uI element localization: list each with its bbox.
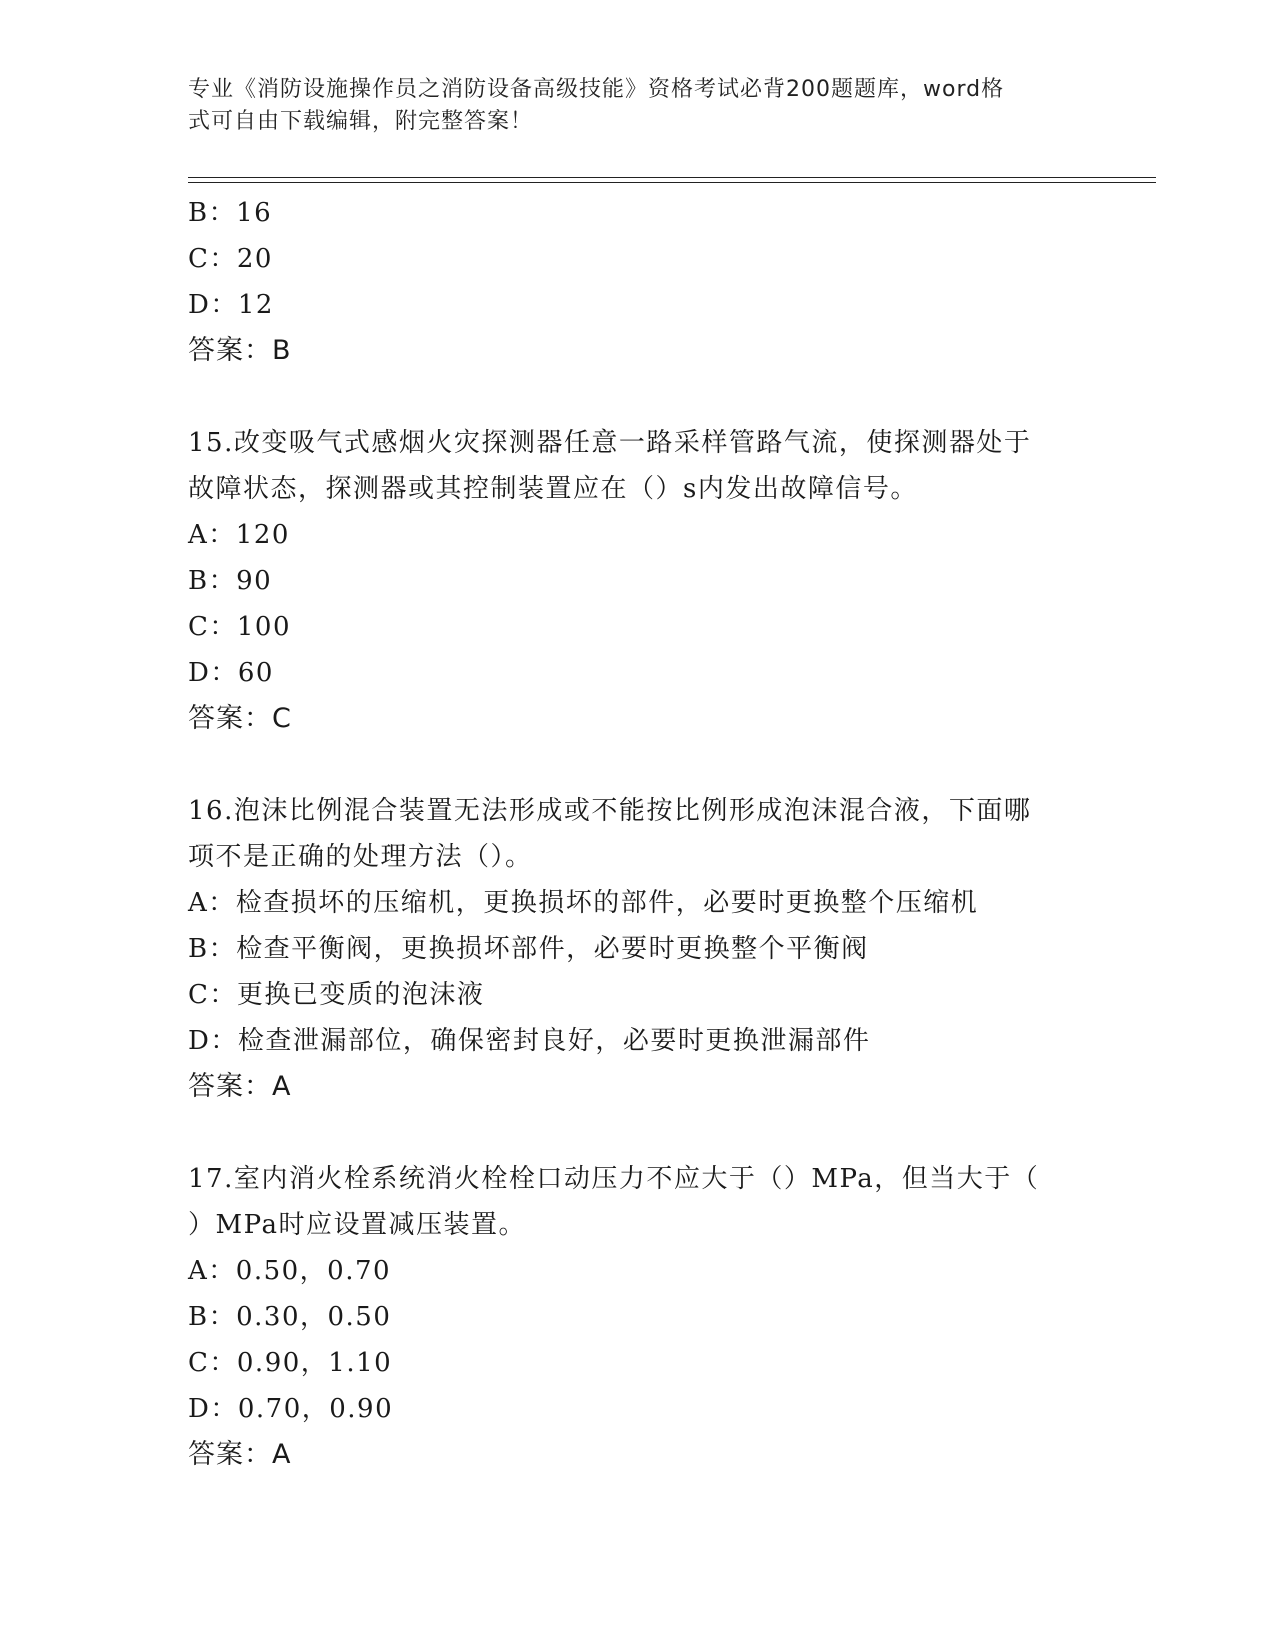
option-b: B：检查平衡阀，更换损坏部件，必要时更换整个平衡阀 <box>188 934 869 964</box>
question-content <box>188 190 1088 1478</box>
answer-line: 答案：A <box>188 1439 292 1470</box>
document-header <box>188 74 1068 138</box>
question-text-line: ）MPa时应设置减压装置。 <box>188 1210 526 1240</box>
option-c: C：0.90，1.10 <box>188 1348 393 1378</box>
option-a: A：120 <box>188 520 290 550</box>
option-b: B：90 <box>188 566 273 596</box>
option-d: D：12 <box>188 290 274 320</box>
header-divider-bottom <box>188 182 1156 183</box>
header-divider-top <box>188 177 1156 178</box>
question-15 <box>188 420 1088 742</box>
spacer <box>188 742 1088 788</box>
option-c: C：20 <box>188 244 273 274</box>
question-text-line: 15.改变吸气式感烟火灾探测器任意一路采样管路气流，使探测器处于 <box>188 428 1032 458</box>
question-text-line: 故障状态，探测器或其控制装置应在（）s内发出故障信号。 <box>188 474 918 504</box>
question-text <box>188 788 1088 880</box>
option-c: C：100 <box>188 612 292 642</box>
question-14-continuation <box>188 190 1088 374</box>
option-a: A：0.50，0.70 <box>188 1256 392 1286</box>
question-17 <box>188 1156 1088 1478</box>
answer-line: 答案：B <box>188 335 292 366</box>
question-text <box>188 420 1088 512</box>
option-b: B：16 <box>188 198 273 228</box>
option-d: D：0.70，0.90 <box>188 1394 394 1424</box>
header-line-1: 专业《消防设施操作员之消防设备高级技能》资格考试必背200题题库，word格 <box>188 77 1005 102</box>
question-text <box>188 1156 1088 1248</box>
option-d: D：60 <box>188 658 274 688</box>
answer-line: 答案：C <box>188 703 292 734</box>
spacer <box>188 1110 1088 1156</box>
answer-line: 答案：A <box>188 1071 292 1102</box>
option-c: C：更换已变质的泡沫液 <box>188 980 485 1010</box>
question-text-line: 17.室内消火栓系统消火栓栓口动压力不应大于（）MPa，但当大于（ <box>188 1164 1040 1194</box>
question-text-line: 16.泡沫比例混合装置无法形成或不能按比例形成泡沫混合液，下面哪 <box>188 796 1032 826</box>
header-line-2: 式可自由下载编辑，附完整答案！ <box>188 109 534 134</box>
spacer <box>188 374 1088 420</box>
question-text-line: 项不是正确的处理方法（）。 <box>188 842 533 872</box>
question-16 <box>188 788 1088 1110</box>
option-a: A：检查损坏的压缩机，更换损坏的部件，必要时更换整个压缩机 <box>188 888 979 918</box>
option-b: B：0.30，0.50 <box>188 1302 392 1332</box>
option-d: D：检查泄漏部位，确保密封良好，必要时更换泄漏部件 <box>188 1026 871 1056</box>
